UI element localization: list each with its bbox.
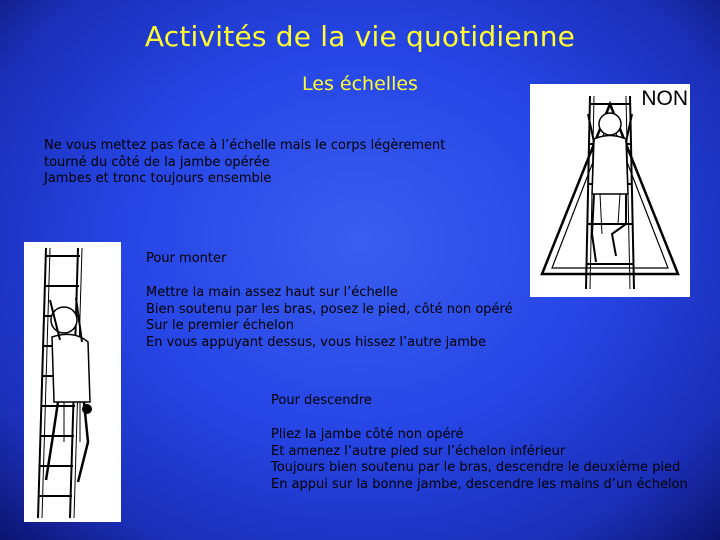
non-label: NON: [641, 87, 688, 110]
descendre-line: En appui sur la bonne jambe, descendre les mains d’un échelon: [271, 476, 688, 492]
descendre-line: Toujours bien soutenu par le bras, descendre le deuxième pied: [271, 460, 681, 475]
descendre-line: Pliez la jambe côté non opéré: [271, 427, 464, 442]
descendre-instructions: [271, 427, 688, 493]
monter-heading: Pour monter: [146, 251, 227, 266]
monter-line: Mettre la main assez haut sur l’échelle: [146, 285, 398, 300]
intro-line: tourné du côté de la jambe opérée: [44, 154, 270, 170]
monter-line: Bien soutenu par les bras, posez le pied, côté non opéré: [146, 301, 513, 317]
intro-line: Ne vous mettez pas face à l’échelle mais le corps légèrement: [44, 138, 446, 153]
monter-line: Sur le premier échelon: [146, 318, 294, 333]
slide-title: Activités de la vie quotidienne: [144, 20, 576, 53]
descendre-heading: Pour descendre: [271, 393, 372, 408]
illustration-non: [530, 84, 690, 297]
ladder-drawing-non: [530, 84, 690, 297]
monter-line: En vous appuyant dessus, vous hissez l’autre jambe: [146, 334, 487, 350]
intro-text: [44, 138, 445, 188]
slide-subtitle: Les échelles: [302, 73, 418, 95]
ladder-drawing-monter: [24, 242, 121, 522]
monter-instructions: [146, 285, 513, 351]
illustration-monter: [24, 242, 121, 522]
descendre-line: Et amenez l’autre pied sur l’échelon inférieur: [271, 443, 566, 459]
intro-line: Jambes et tronc toujours ensemble: [44, 171, 272, 186]
